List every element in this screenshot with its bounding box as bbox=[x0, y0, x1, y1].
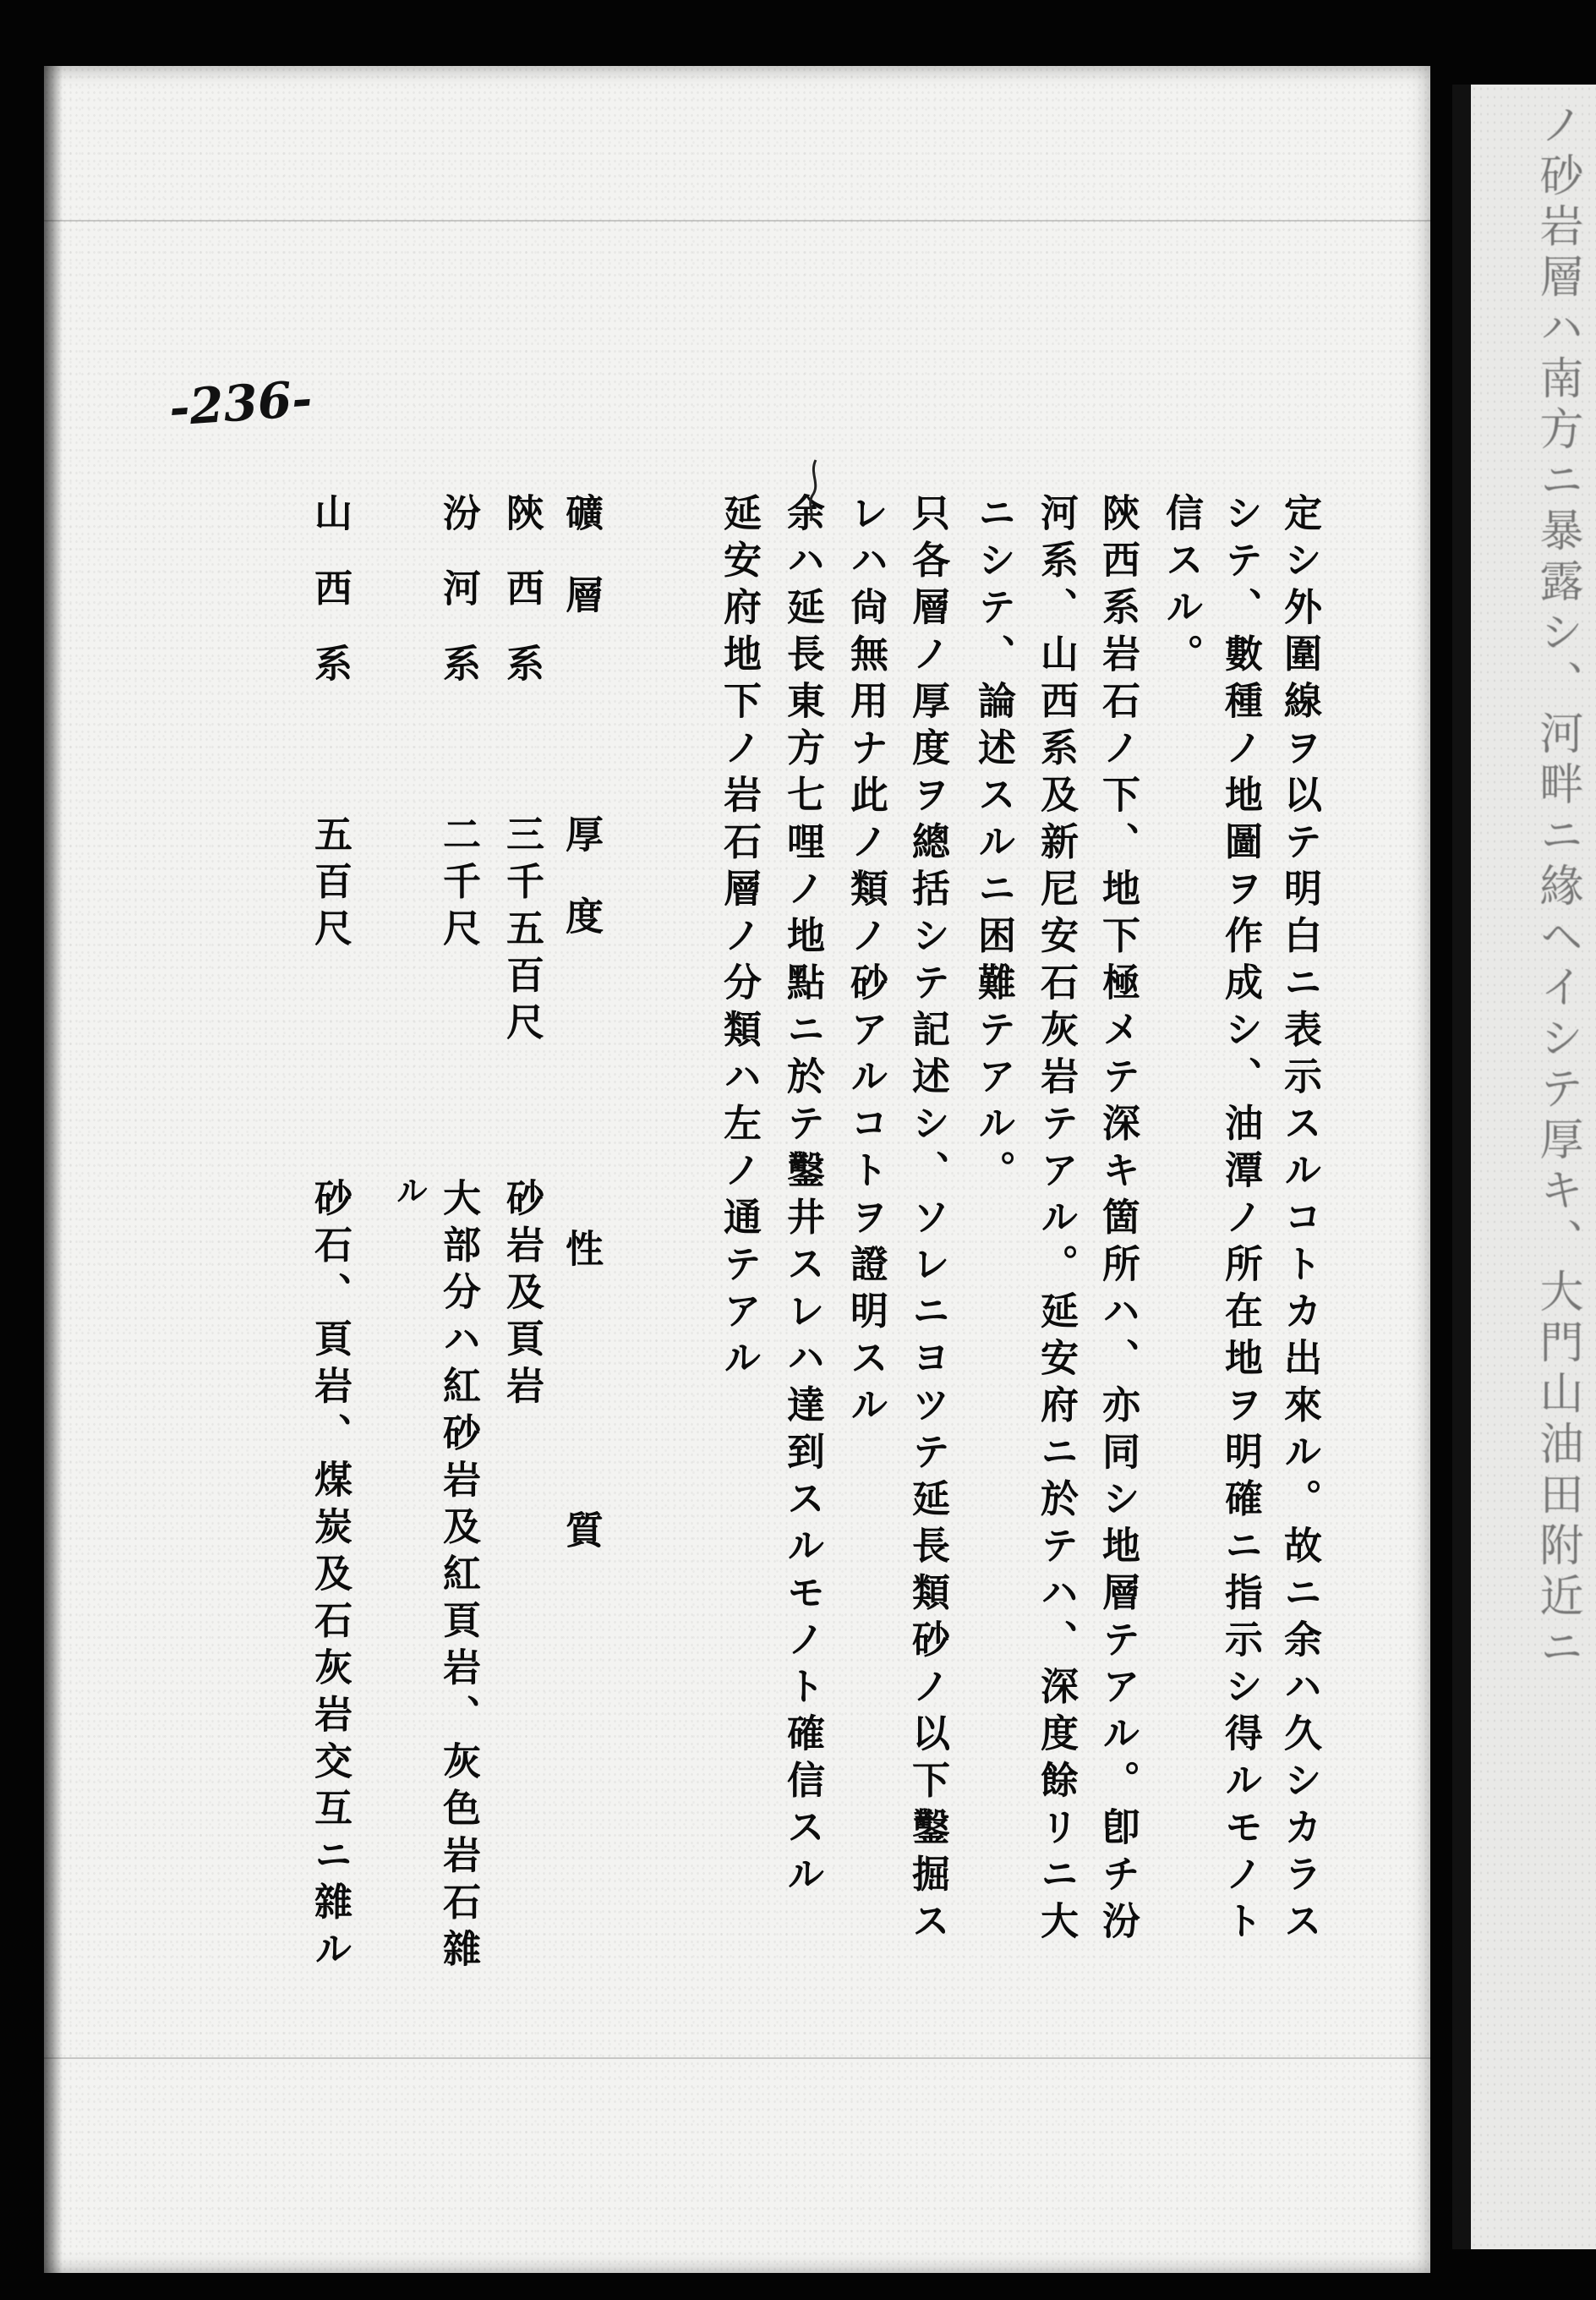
document-page bbox=[44, 66, 1430, 2273]
page-fold-line bbox=[44, 2057, 1430, 2059]
text-column-9: 余ハ延長東方七哩ノ地點ニ於テ鑿井スレハ達到スルモノト確信スル bbox=[780, 493, 825, 1901]
table-row-2-nature-continuation: ル bbox=[391, 1174, 429, 1206]
table-header-nature: 性質 bbox=[559, 1229, 604, 1792]
text-column-2: シテ、數種ノ地圖ヲ作成シ、油潭ノ所在地ヲ明確ニ指示シ得ルモノト bbox=[1218, 493, 1263, 1948]
page-shadow bbox=[44, 66, 63, 2273]
table-row-2-nature: 大部分ハ紅砂岩及紅頁岩、灰色岩石雜 bbox=[436, 1178, 481, 1976]
pen-mark bbox=[801, 457, 826, 524]
text-column-8: レハ尙無用ナ此ノ類ノ砂アルコトヲ證明スル bbox=[844, 493, 888, 1432]
text-column-3: 信スル。 bbox=[1159, 493, 1204, 681]
table-row-1-stratum: 陝西系 bbox=[500, 493, 544, 719]
table-row-2-thickness: 二千尺 bbox=[436, 814, 481, 956]
table-row-3-thickness: 五百尺 bbox=[308, 814, 353, 956]
text-column-1: 定シ外圍線ヲ以テ明白ニ表示スルコトカ出來ル。故ニ余ハ久シカラス bbox=[1277, 493, 1322, 1948]
table-row-1-nature: 砂岩及頁岩 bbox=[500, 1178, 544, 1413]
table-header-stratum: 礦層 bbox=[559, 493, 604, 657]
page-fold-line bbox=[44, 220, 1430, 222]
table-row-1-thickness: 三千五百尺 bbox=[500, 814, 544, 1049]
table-row-3-nature: 砂石、頁岩、煤炭及石灰岩交互ニ雜ル bbox=[308, 1178, 353, 1976]
table-header-thickness: 厚度 bbox=[559, 814, 604, 978]
text-column-5: 河系、山西系及新尼安石灰岩テアル。延安府ニ於テハ、深度餘リニ大 bbox=[1034, 493, 1079, 1948]
page-number: -236- bbox=[167, 370, 314, 437]
adjacent-page-text: ノ砂岩層ハ南方ニ暴露シ、河畔ニ緣ヘイシテ厚キ、大門山油田附近ニ bbox=[1532, 101, 1582, 1674]
table-row-2-stratum: 汾河系 bbox=[436, 493, 481, 719]
text-column-6: ニシテ、論述スルニ困難テアル。 bbox=[971, 493, 1016, 1197]
text-column-7: 只各層ノ厚度ヲ總括シテ記述シ、ソレニヨツテ延長類砂ノ以下鑿掘ス bbox=[905, 493, 950, 1948]
text-column-10: 延安府地下ノ岩石層ノ分類ハ左ノ通テアル bbox=[717, 493, 762, 1385]
adjacent-page-edge bbox=[1452, 85, 1596, 2249]
table-row-3-stratum: 山西系 bbox=[308, 493, 353, 719]
text-column-4: 陝西系岩石ノ下、地下極メテ深キ箇所ハ、亦同シ地層テアル。卽チ汾 bbox=[1096, 493, 1140, 1948]
